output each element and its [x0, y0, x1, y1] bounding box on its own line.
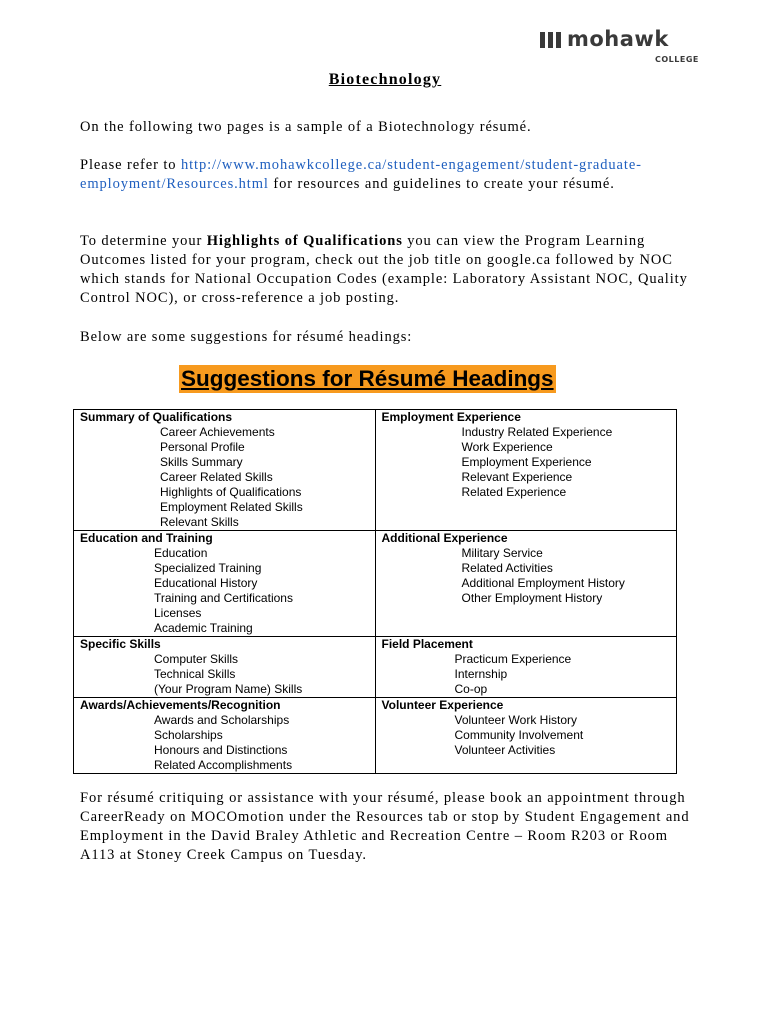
suggestions-intro: Below are some suggestions for résumé headings:	[80, 329, 413, 345]
table-cell-left	[74, 698, 376, 774]
list-item: Education	[154, 546, 208, 560]
list-item: Relevant Skills	[160, 515, 239, 529]
category-heading: Awards/Achievements/Recognition	[80, 698, 281, 712]
list-item: Academic Training	[154, 621, 253, 635]
table-row	[74, 531, 677, 637]
list-item: Additional Employment History	[461, 576, 625, 590]
list-item: Employment Related Skills	[160, 500, 303, 514]
list-item: Co-op	[454, 682, 488, 696]
list-item: Technical Skills	[154, 667, 236, 681]
category-heading: Education and Training	[80, 531, 213, 545]
table-cell-left	[74, 410, 376, 531]
list-item: (Your Program Name) Skills	[154, 682, 303, 696]
category-heading: Specific Skills	[80, 637, 161, 651]
list-item: Internship	[454, 667, 508, 681]
list-item: Relevant Experience	[461, 470, 573, 484]
page-title: Biotechnology	[328, 71, 442, 88]
list-item: Work Experience	[461, 440, 553, 454]
category-heading: Volunteer Experience	[381, 698, 504, 712]
determine-suffix: you can view the Program Learning Outcomes listed for your program, check out the job title on google.ca followed by NOC which stands for National Occupation Codes (example: Laboratory Assistant NOC, Quality Control NOC), or cross-reference a job posting.	[80, 233, 688, 306]
list-item: Military Service	[461, 546, 543, 560]
list-item: Licenses	[154, 606, 202, 620]
table-cell-right	[375, 698, 677, 774]
category-heading: Summary of Qualifications	[80, 410, 233, 424]
list-item: Related Experience	[461, 485, 567, 499]
list-item: Honours and Distinctions	[154, 743, 288, 757]
table-cell-left	[74, 637, 376, 698]
highlights-term: Highlights of Qualifications	[206, 233, 403, 249]
closing-paragraph: For résumé critiquing or assistance with your résumé, please book an appointment through CareerReady on MOCOmotion under the Resources tab or stop by Student Engagement and Employment in the David Braley Athletic and Recreation Centre – Room R203 or Room A113 at Stoney Creek Campus on Tuesday.	[80, 790, 690, 863]
list-item: Skills Summary	[160, 455, 243, 469]
table-row	[74, 698, 677, 774]
list-item: Career Achievements	[160, 425, 275, 439]
category-heading: Additional Experience	[381, 531, 508, 545]
list-item: Employment Experience	[461, 455, 592, 469]
list-item: Awards and Scholarships	[154, 713, 290, 727]
list-item: Related Activities	[461, 561, 553, 575]
list-item: Practicum Experience	[454, 652, 572, 666]
table-row	[74, 637, 677, 698]
determine-paragraph	[80, 232, 695, 308]
mohawk-college-logo	[540, 27, 699, 66]
table-cell-left	[74, 531, 376, 637]
suggestions-heading: Suggestions for Résumé Headings	[181, 366, 554, 391]
list-item: Computer Skills	[154, 652, 239, 666]
list-item: Specialized Training	[154, 561, 262, 575]
list-item: Highlights of Qualifications	[160, 485, 302, 499]
list-item: Other Employment History	[461, 591, 603, 605]
list-item: Career Related Skills	[160, 470, 273, 484]
list-item: Educational History	[154, 576, 258, 590]
list-item: Volunteer Activities	[454, 743, 556, 757]
suggestions-table	[73, 409, 677, 774]
logo-subtitle: COLLEGE	[655, 55, 699, 64]
list-item: Related Accomplishments	[154, 758, 293, 772]
refer-prefix: Please refer to	[80, 157, 181, 173]
resources-link[interactable]: http://www.mohawkcollege.ca/student-engagement/student-graduate-employment/Resources.html	[80, 157, 642, 192]
category-heading: Employment Experience	[381, 410, 521, 424]
intro-paragraph: On the following two pages is a sample of a Biotechnology résumé.	[80, 119, 532, 135]
list-item: Personal Profile	[160, 440, 245, 454]
list-item: Community Involvement	[454, 728, 584, 742]
list-item: Industry Related Experience	[461, 425, 613, 439]
refer-suffix: for resources and guidelines to create your résumé.	[268, 176, 615, 192]
table-cell-right	[375, 410, 677, 531]
list-item: Volunteer Work History	[454, 713, 577, 727]
table-row	[74, 410, 677, 531]
logo-bars-icon	[540, 32, 561, 48]
logo-wordmark: mohawk	[567, 27, 669, 51]
table-cell-right	[375, 531, 677, 637]
category-heading: Field Placement	[381, 637, 473, 651]
table-cell-right	[375, 637, 677, 698]
determine-prefix: To determine your	[80, 233, 207, 249]
refer-paragraph	[80, 156, 695, 194]
list-item: Training and Certifications	[154, 591, 293, 605]
list-item: Scholarships	[154, 728, 223, 742]
